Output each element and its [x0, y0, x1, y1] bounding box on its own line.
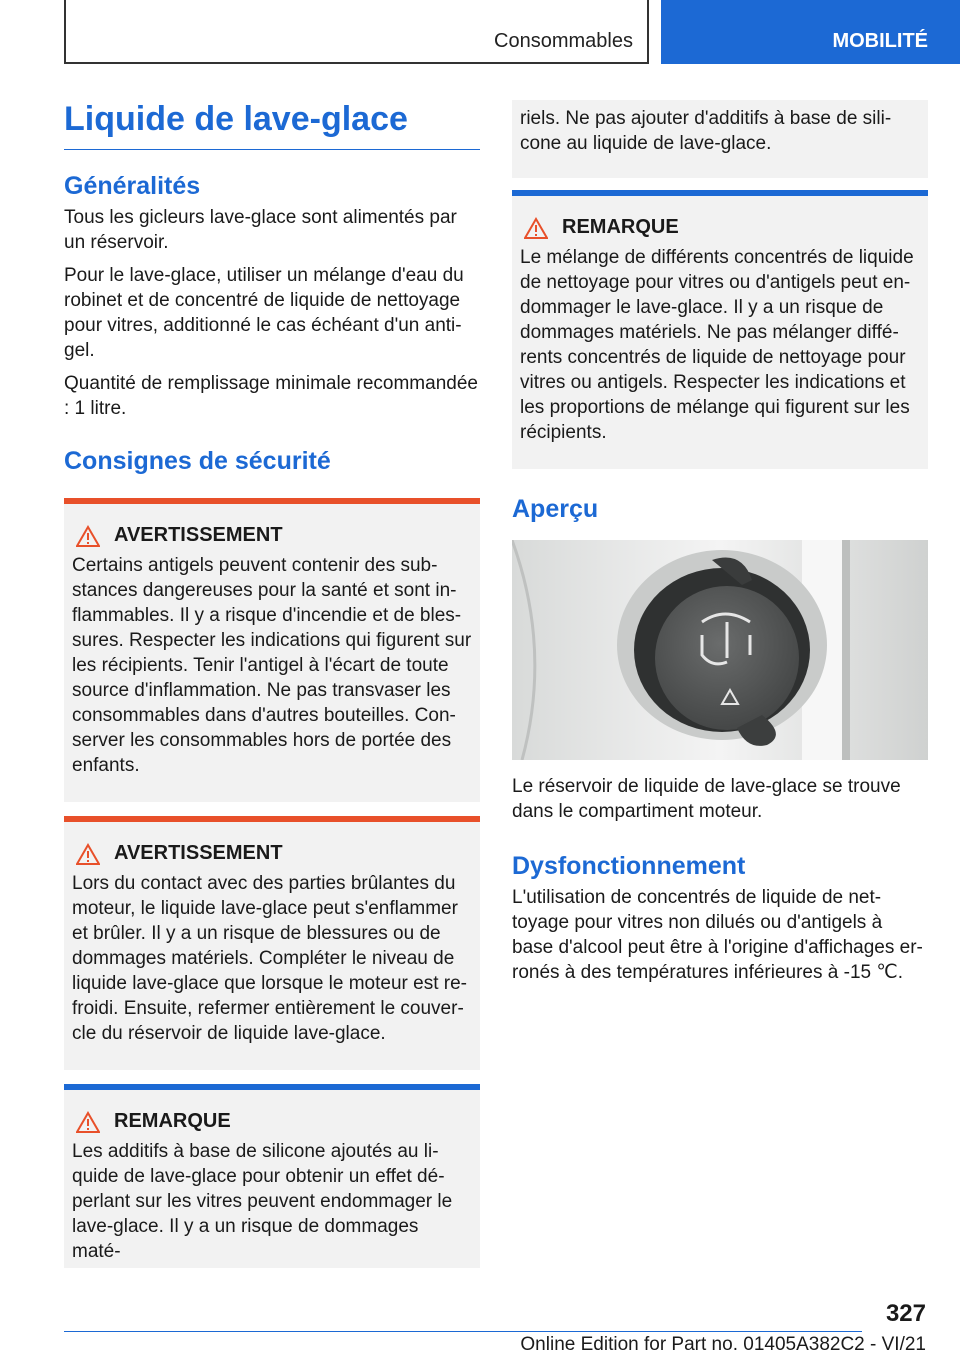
header-section-label: Consommables — [494, 30, 633, 52]
general-paragraph-3: Quantité de remplissage minimale recommandée : 1 litre. — [64, 373, 478, 419]
header-section-tab — [64, 0, 649, 64]
note-box-1-continued — [512, 100, 928, 178]
warning-triangle-icon — [524, 217, 548, 239]
washer-reservoir-image — [512, 540, 928, 760]
note-text-1: Les additifs à base de silicone ajoutés au liquide de lave-glace pour obtenir un effet déperlant sur les vitres peuvent endommager le lave-glace. Il y a un risque de dommages maté- — [72, 1141, 453, 1262]
right-column — [512, 100, 928, 985]
general-paragraph-2: Pour le lave-glace, utiliser un mélange d'eau du robinet et de concentré de liquide de nettoyage pour vitres, additionné le cas échéant d'un antigel. — [64, 265, 464, 361]
warning-box-2 — [64, 816, 480, 1070]
washer-reservoir-photo — [512, 540, 928, 760]
overview-heading: Aperçu — [512, 495, 599, 523]
warning-title-1 — [76, 524, 472, 547]
header-chapter-tab — [661, 0, 960, 64]
warning-triangle-icon — [76, 843, 100, 865]
warning-title-2-text: AVERTISSEMENT — [114, 842, 283, 864]
malfunction-heading: Dysfonctionnement — [512, 852, 746, 880]
warning-triangle-icon — [76, 525, 100, 547]
note-title-1-text: REMARQUE — [114, 1110, 231, 1132]
warning-triangle-icon — [76, 1111, 100, 1133]
page-title: Liquide de lave-glace — [64, 100, 480, 150]
footer-edition: Online Edition for Part no. 01405A382C2 - VI/21 — [520, 1334, 926, 1355]
note-title-2-text: REMARQUE — [562, 216, 679, 238]
left-column — [64, 100, 480, 1268]
safety-heading: Consignes de sécurité — [64, 447, 331, 475]
note-text-2: Le mélange de différents concentrés de liquide de nettoyage pour vitres ou d'antigels peut endommager le lave-glace. Il y a un risque de dommages matériels. Ne pas mélanger différents concentrés de liquide de nettoyage pour vitres ou antigels. Respecter les indications et les proportions de mélange qui figurent sur les récipients. — [520, 247, 914, 443]
malfunction-text: L'utilisation de concentrés de liquide de nettoyage pour vitres non dilués ou d'antigels à base d'alcool peut être à l'origine d'affichages erronés à des températures inférieures à -15 ℃. — [512, 887, 923, 983]
warning-text-1: Certains antigels peuvent contenir des substances dangereuses pour la santé et sont inflammables. Il y a risque d'incendie et de blessures. Respecter les indications qui figurent sur les récipients. Tenir l'antigel à l'écart de toute source d'inflammation. Ne pas transvaser les consommables dans d'autres bouteilles. Conserver les consommables hors de portée des enfants. — [72, 555, 472, 776]
warning-box-1 — [64, 498, 480, 802]
note-title-2 — [524, 216, 920, 239]
photo-caption: Le réservoir de liquide de lave-glace se trouve dans le compartiment moteur. — [512, 776, 901, 822]
warning-title-2 — [76, 842, 472, 865]
note-title-1 — [76, 1110, 472, 1133]
note-text-1-continued: riels. Ne pas ajouter d'additifs à base de silicone au liquide de lave-glace. — [520, 108, 892, 154]
note-box-2 — [512, 190, 928, 469]
warning-text-2: Lors du contact avec des parties brûlantes du moteur, le liquide lave-glace peut s'enflammer et brûler. Il y a un risque de blessures ou de dommages matériels. Compléter le niveau de liquide lave-glace que lorsque le moteur est refroidi. Ensuite, refermer entièrement le couvercle du réservoir de liquide lave-glace. — [72, 873, 467, 1044]
footer-divider — [64, 1331, 862, 1332]
note-box-1 — [64, 1084, 480, 1268]
warning-title-1-text: AVERTISSEMENT — [114, 524, 283, 546]
general-paragraph-1: Tous les gicleurs lave-glace sont alimentés par un réservoir. — [64, 207, 457, 253]
general-heading: Généralités — [64, 172, 201, 200]
page-number: 327 — [885, 1300, 926, 1327]
header-chapter-label: MOBILITÉ — [832, 30, 928, 52]
